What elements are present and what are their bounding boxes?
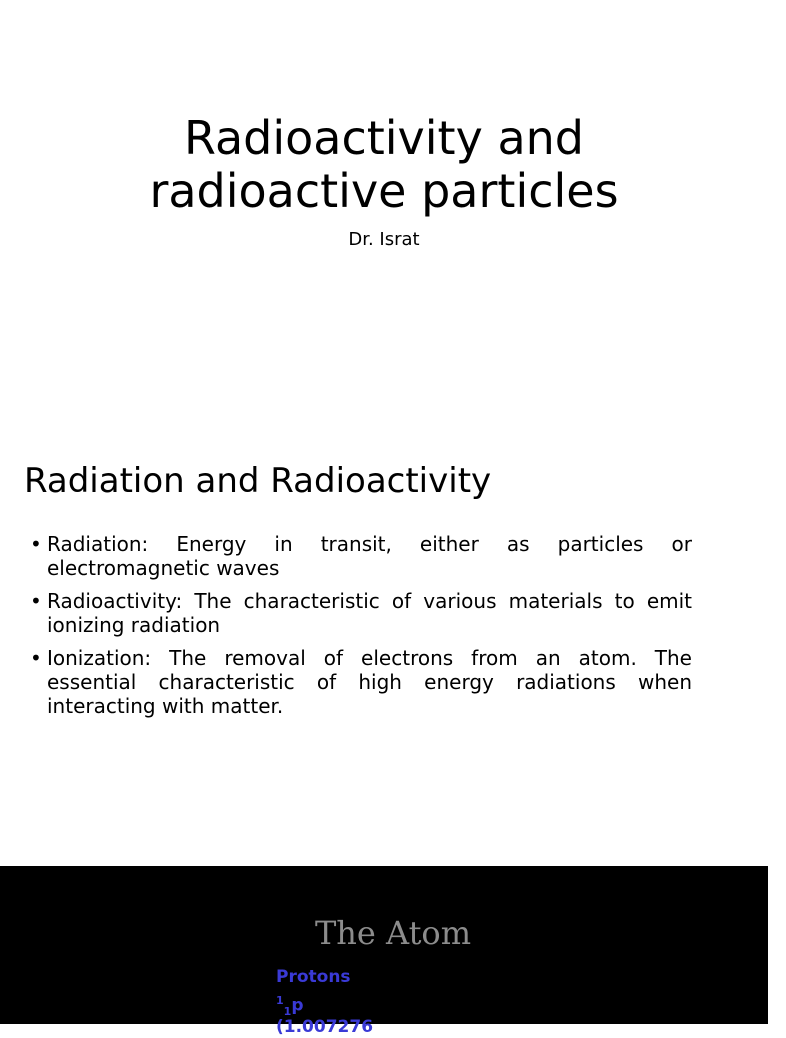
bullet-list: [30, 532, 692, 727]
bullet-text: Ionization: The removal of electrons from an atom. The essential characteristic of high energy radiations when interacting with matter.: [47, 646, 692, 718]
atom-slide: [0, 866, 768, 1037]
slide-title: The Atom: [314, 914, 472, 952]
slide-title: [0, 112, 768, 218]
bullet-marker: •: [30, 532, 42, 556]
slide-title-line-2: radioactive particles: [149, 164, 619, 218]
proton-atomic-number: 1: [283, 1005, 292, 1019]
proton-mass-number: 1: [276, 994, 284, 1007]
bullet-text: Radioactivity: The characteristic of various materials to emit ionizing radiation: [47, 589, 692, 637]
protons-label: Protons: [276, 967, 351, 987]
bullet-item: [30, 589, 692, 637]
content-slide: [0, 432, 768, 866]
slide-title-line-1: Radioactivity and: [184, 111, 584, 165]
slide-author: Dr. Israt: [348, 229, 420, 250]
bullet-marker: •: [30, 646, 42, 670]
bullet-marker: •: [30, 589, 42, 613]
proton-letter: p: [291, 995, 304, 1016]
slide-heading: Radiation and Radioactivity: [24, 461, 492, 501]
proton-mass: (1.007276: [276, 1017, 374, 1037]
bullet-item: [30, 532, 692, 580]
title-slide: [0, 0, 768, 432]
bullet-item: [30, 646, 692, 718]
bullet-text: Radiation: Energy in transit, either as particles or electromagnetic waves: [47, 532, 692, 580]
